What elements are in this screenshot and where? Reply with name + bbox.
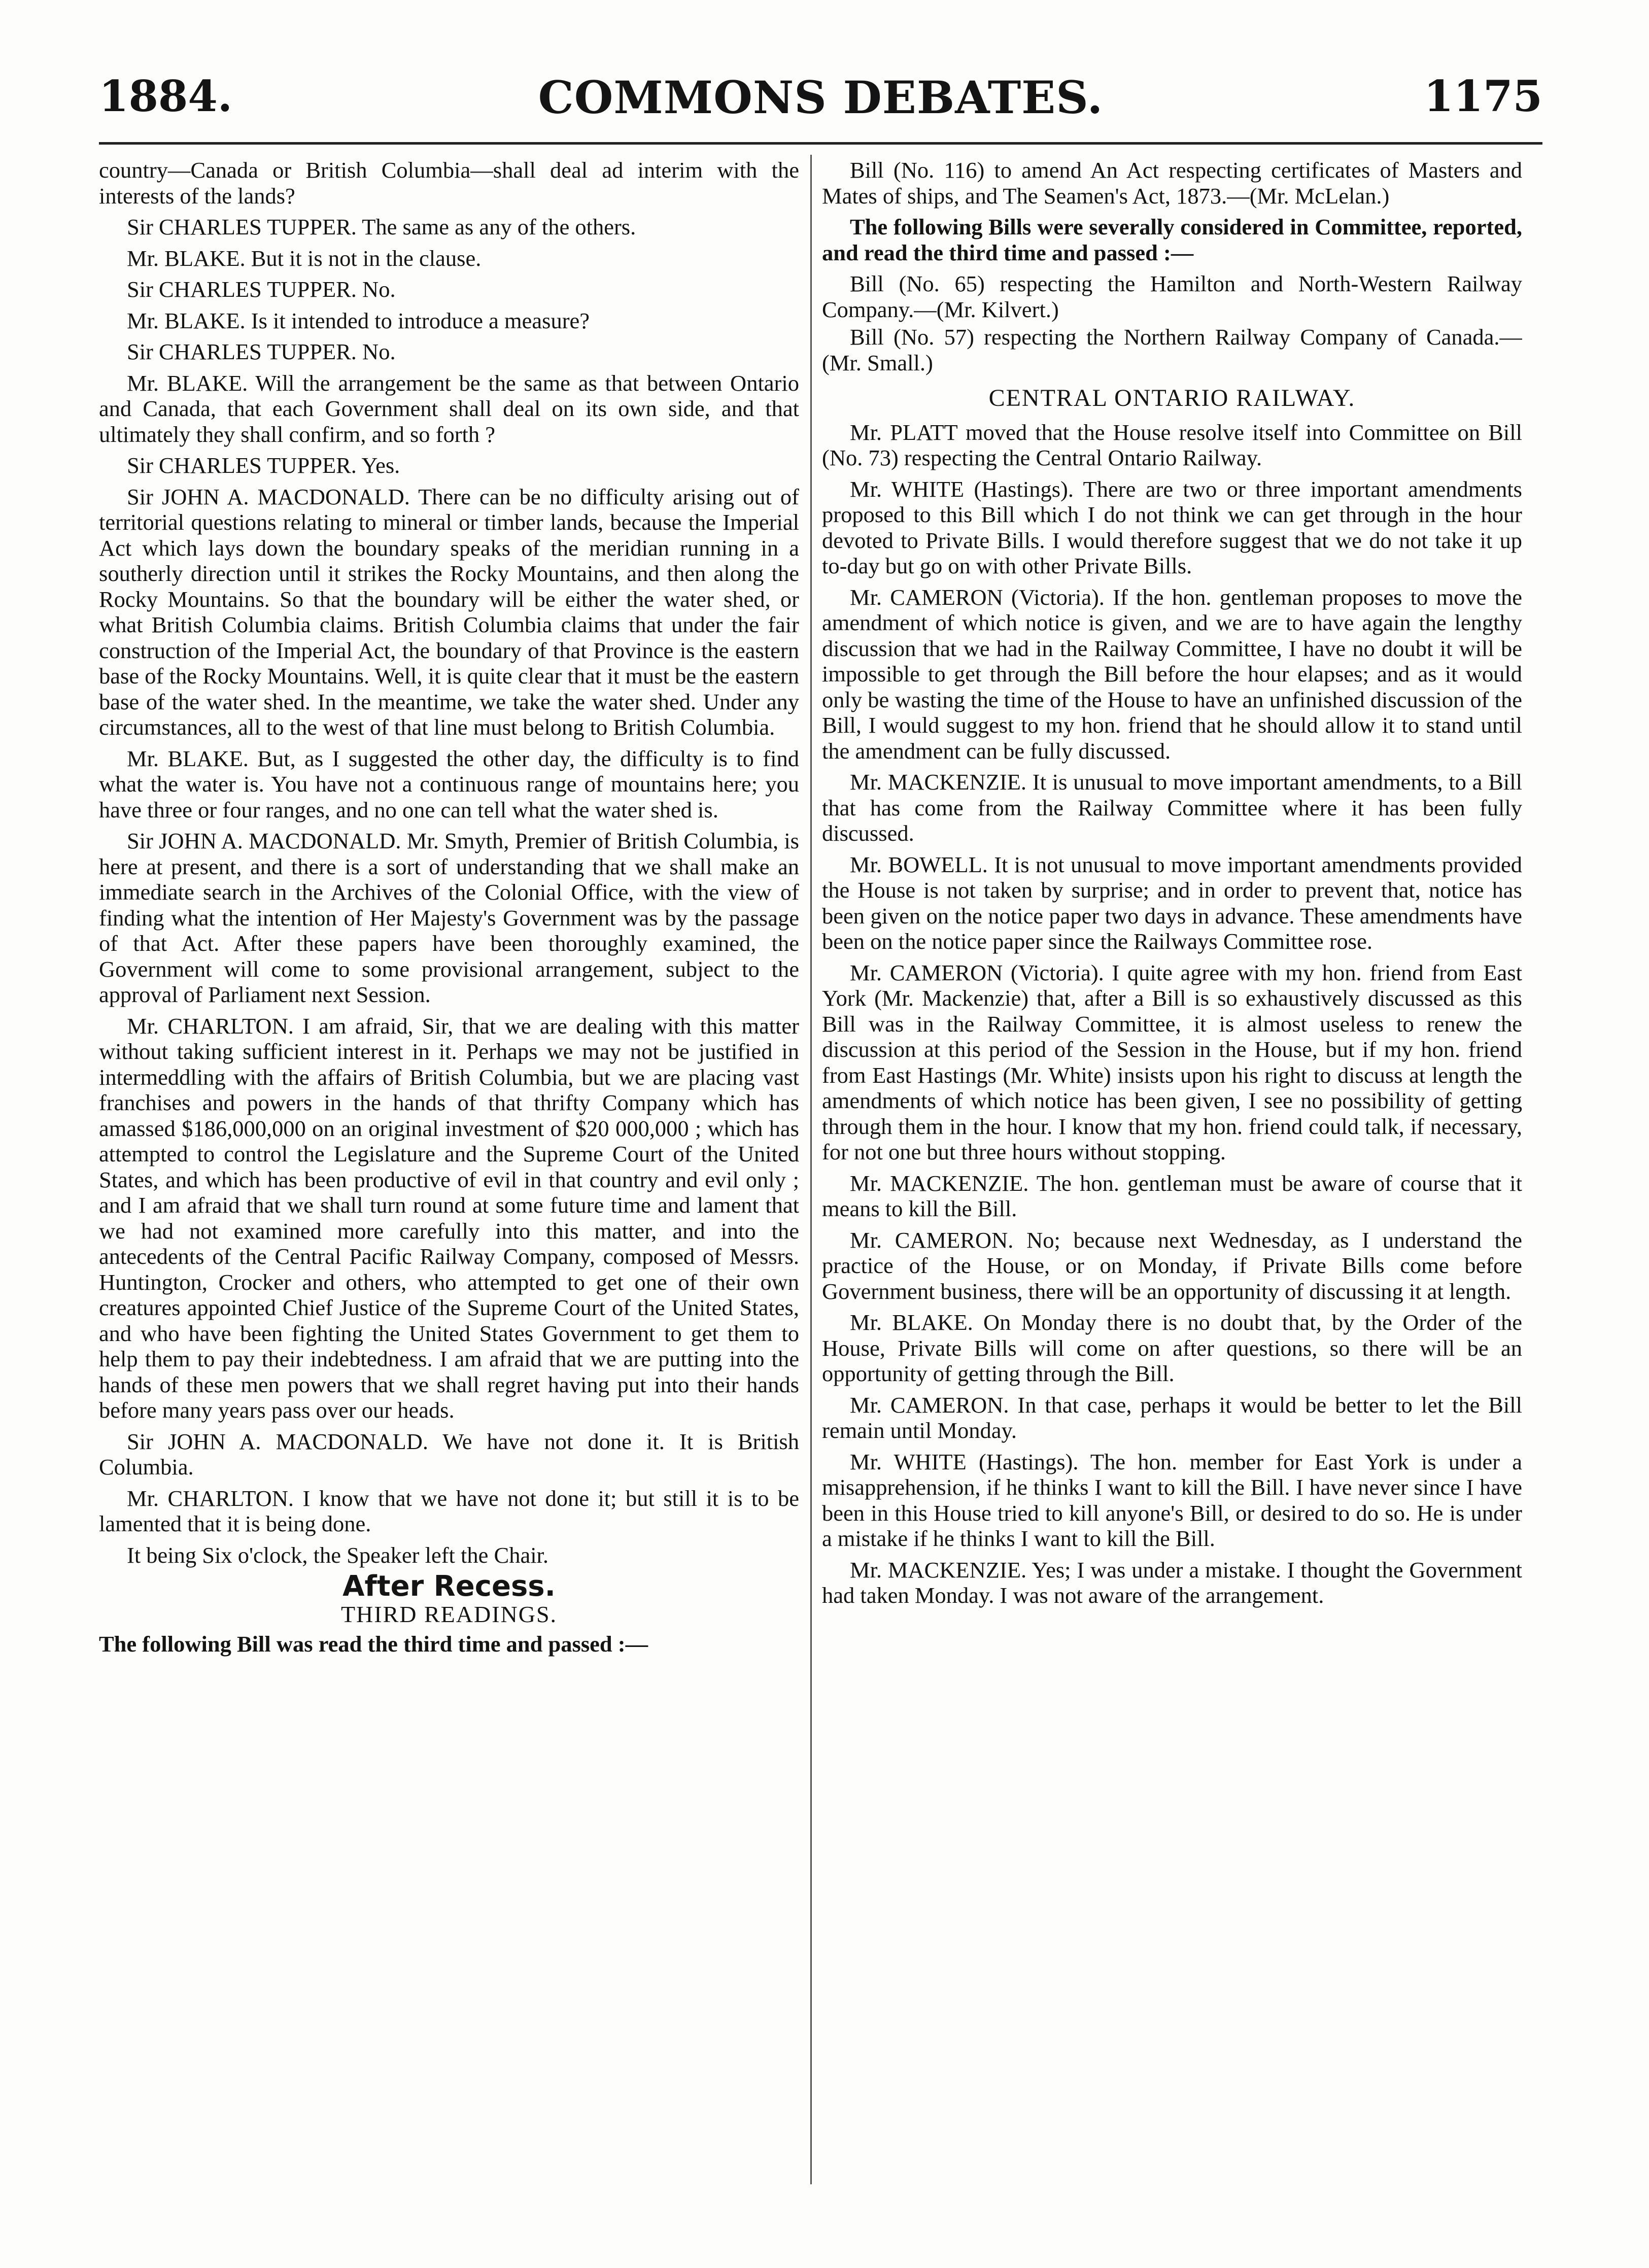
paragraph: Mr. CAMERON (Victoria). If the hon. gentleman proposes to move the amendment of which notice is given, and we are to have again the lengthy discussion that we had in the Railway Committee, I have no doubt it will be impossible to get through the Bill before the hour elapses; and as it would only be wasting the time of the House to have an unfinished discussion of the Bill, I would suggest to my hon. friend that he should allow it to stand until the amendment can be fully discussed. — [822, 584, 1522, 764]
paragraph: Mr. CAMERON. No; because next Wednesday, as I understand the practice of the House, or on Monday, if Private Bills come before Government business, there will be an opportunity of discussing it at length. — [822, 1227, 1522, 1304]
paragraph: Sir JOHN A. MACDONALD. There can be no difficulty arising out of territorial questions relating to mineral or timber lands, because the Imperial Act which lays down the boundary speaks of the meridian running in a southerly direction until it strikes the Rocky Mountains, and then along the Rocky Mountains. So that the boundary will be either the water shed, or what British Columbia claims. British Columbia claims that under the fair construction of the Imperial Act, the boundary of that Province is the eastern base of the Rocky Mountains. Well, it is quite clear that it must be the eastern base of the water shed. In the meantime, we take the water shed. Under any circumstances, all to the west of that line must belong to British Columbia. — [99, 484, 799, 740]
paragraph: Sir CHARLES TUPPER. Yes. — [127, 453, 400, 478]
paragraph: The following Bill was read the third time and passed :— — [99, 1631, 648, 1657]
paragraph: Sir JOHN A. MACDONALD. Mr. Smyth, Premier of British Columbia, is here at present, and there is a sort of understanding that we shall make an immediate search in the Archives of the Colonial Office, with the view of finding what the intention of Her Majesty's Government was by the passage of that Act. After these papers have been thoroughly examined, the Government will come to some provisional arrangement, subject to the approval of Parliament next Session. — [99, 828, 799, 1007]
paragraph: Sir CHARLES TUPPER. The same as any of the others. — [127, 214, 636, 239]
paragraph: Mr. WHITE (Hastings). There are two or three important amendments proposed to this Bill which I do not think we can get through in the hour devoted to Private Bills. I would therefore suggest that we do not take it up to-day but go on with other Private Bills. — [822, 476, 1522, 578]
paragraph: country—Canada or British Columbia—shall deal ad interim with the interests of the lands? — [99, 157, 799, 209]
after-recess-heading: After Recess. — [342, 1570, 556, 1603]
paragraph: Mr. MACKENZIE. Yes; I was under a mistake. I thought the Government had taken Monday. I was not aware of the arrangement. — [822, 1557, 1522, 1608]
list-item: Bill (No. 65) respecting the Hamilton and North-Western Railway Company.—(Mr. Kilvert.) — [822, 271, 1522, 322]
paragraph: Mr. BLAKE. On Monday there is no doubt that, by the Order of the House, Private Bills will come on after questions, so there will be an opportunity of getting through the Bill. — [822, 1310, 1522, 1386]
paragraph: Mr. CAMERON (Victoria). I quite agree with my hon. friend from East York (Mr. Mackenzie) that, after a Bill is so exhaustively discussed as this Bill was in the Railway Committee, it is almost useless to renew the discussion at this period of the Session in the House, but if my hon. friend from East Hastings (Mr. White) insists upon his right to discuss at length the amendments of which notice has been given, I see no possibility of getting through them in the hour. I know that my hon. friend could talk, if necessary, for not one but three hours without stopping. — [822, 959, 1522, 1164]
paragraph: Sir JOHN A. MACDONALD. We have not done it. It is British Columbia. — [99, 1428, 799, 1480]
right-column — [822, 157, 1522, 2217]
third-readings-heading: THIRD READINGS. — [340, 1601, 558, 1627]
header-rule — [99, 142, 1542, 145]
list-item: Bill (No. 57) respecting the Northern Railway Company of Canada.—(Mr. Small.) — [822, 324, 1522, 375]
paragraph: Mr. MACKENZIE. It is unusual to move important amendments, to a Bill that has come from the Railway Committee where it has been fully discussed. — [822, 769, 1522, 846]
paragraph: The following Bills were severally considered in Committee, reported, and read the third time and passed :— — [822, 214, 1522, 265]
paragraph: Mr. BLAKE. But it is not in the clause. — [127, 245, 482, 271]
paragraph: Sir CHARLES TUPPER. No. — [127, 339, 396, 364]
header-year: 1884. — [99, 71, 233, 121]
paragraph: Bill (No. 116) to amend An Act respecting certificates of Masters and Mates of ships, and The Seamen's Act, 1873.—(Mr. McLelan.) — [822, 157, 1522, 209]
paragraph: Mr. WHITE (Hastings). The hon. member for East York is under a misapprehension, if he thinks I want to kill the Bill. I have never since I have been in this House tried to kill anyone's Bill, or desired to do so. He is under a mistake if he thinks I want to kill the Bill. — [822, 1449, 1522, 1551]
paragraph: Mr. CHARLTON. I am afraid, Sir, that we are dealing with this matter without taking sufficient interest in it. Perhaps we may not be justified in intermeddling with the affairs of British Columbia, but we are placing vast franchises and powers in the hands of that thrifty Company which has amassed $186,000,000 on an original investment of $20 000,000 ; which has attempted to control the Legislature and the Supreme Court of the United States, and which has been productive of evil in that country and evil only ; and I am afraid that we shall turn round at some future time and lament that we had not examined more carefully into this matter, and into the antecedents of the Central Pacific Railway Company, composed of Messrs. Huntington, Crocker and others, who attempted to get one of their own creatures appointed Chief Justice of the Supreme Court of the United States, and who have been fighting the United States Government to get them to help them to pay their indebtedness. I am afraid that we are putting into the hands of these men powers that we shall regret having put into their hands before many years pass over our heads. — [99, 1013, 799, 1423]
paragraph: Mr. MACKENZIE. The hon. gentleman must be aware of course that it means to kill the Bill. — [822, 1170, 1522, 1221]
publication-title: COMMONS DEBATES. — [538, 71, 1104, 124]
paragraph: Mr. CAMERON. In that case, perhaps it would be better to let the Bill remain until Monday. — [822, 1392, 1522, 1443]
section-heading: CENTRAL ONTARIO RAILWAY. — [988, 385, 1356, 411]
paragraph: Mr. BLAKE. Is it intended to introduce a measure? — [127, 307, 590, 333]
paragraph: Mr. BOWELL. It is not unusual to move important amendments provided the House is not taken by surprise; and in order to prevent that, notice has been given on the notice paper two days in advance. These amendments have been on the notice paper since the Railways Committee rose. — [822, 851, 1522, 954]
paragraph: Mr. BLAKE. But, as I suggested the other day, the difficulty is to find what the water is. You have not a continuous range of mountains here; you have three or four ranges, and no one can tell what the water shed is. — [99, 745, 799, 822]
paragraph: Mr. CHARLTON. I know that we have not done it; but still it is to be lamented that it is being done. — [99, 1485, 799, 1536]
column-divider — [810, 155, 812, 2184]
paragraph: It being Six o'clock, the Speaker left the Chair. — [127, 1542, 549, 1568]
left-column — [99, 157, 799, 2217]
paragraph: Sir CHARLES TUPPER. No. — [127, 277, 396, 302]
paragraph: Mr. BLAKE. Will the arrangement be the same as that between Ontario and Canada, that each Government shall deal on its own side, and that ultimately they shall confirm, and so forth ? — [99, 370, 799, 447]
page-number: 1175 — [1424, 71, 1542, 121]
paragraph: Mr. PLATT moved that the House resolve itself into Committee on Bill (No. 73) respecting the Central Ontario Railway. — [822, 419, 1522, 470]
page-header — [99, 71, 1542, 132]
